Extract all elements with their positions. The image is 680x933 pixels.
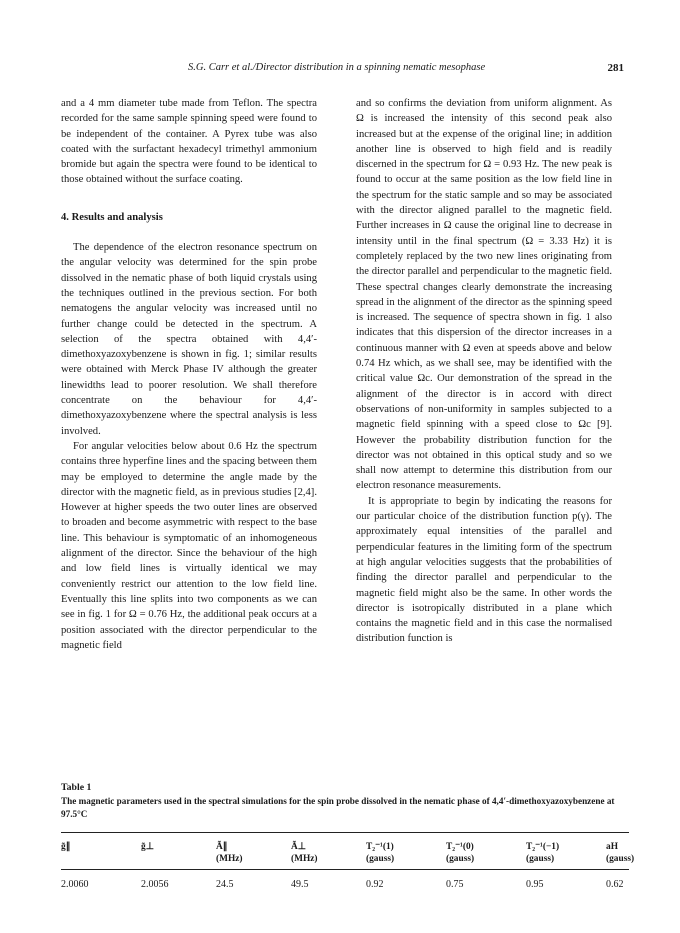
paragraph: It is appropriate to begin by indicating the reasons for our particular choice of the distribution function p(γ). The approximately equal intensities of the parallel and perpendicular features in the limiting form of the spectrum at high angular velocities suggests that the probabilities of finding the director parallel and perpendicular to the magnetic field might also be the same. In other words the director is isotropically distributed in a plane which contains the magnetic field and in this case the normalised distribution function is [356, 495, 612, 645]
table-1 [61, 782, 635, 890]
table-cell: 0.92 [366, 879, 384, 890]
table-caption: The magnetic parameters used in the spectral simulations for the spin probe dissolved in the nematic phase of 4,4′-dimethoxyazoxybenzene at 97.5°C [61, 796, 615, 819]
left-column [61, 96, 317, 653]
table-header-cell: T₂⁻¹(−1) (gauss) [526, 842, 560, 864]
table-cell: 0.62 [606, 879, 624, 890]
right-column [356, 96, 612, 647]
running-head: S.G. Carr et al./Director distribution in a spinning nematic mesophase [188, 62, 486, 73]
section-heading: 4. Results and analysis [61, 211, 163, 223]
table-cell: 2.0056 [141, 879, 169, 890]
table-cell: 0.75 [446, 879, 464, 890]
table-cell: 49.5 [291, 879, 309, 890]
table-header-cell: g̃⊥ [141, 842, 154, 852]
paragraph: For angular velocities below about 0.6 Hz the spectrum contains three hyperfine lines and the spacing between them may be employed to determine the angle made by the director with the magnetic field, as in previous studies [2,4]. However at higher speeds the two outer lines are observed to broaden and become asymmetric with respect to the base line. This behaviour is symptomatic of an inhomogeneous alignment of the director. Since the behaviour of the high and low field lines is virtually identical we may conveniently restrict our attention to the low field line. Eventually this line splits into two components as we can see in fig. 1 for Ω = 0.76 Hz, the additional peak occurs at a position associated with the director perpendicular to the magnetic field [61, 440, 317, 651]
table-cell: 2.0060 [61, 879, 89, 890]
table-cell: 0.95 [526, 879, 544, 890]
table-row [61, 870, 629, 890]
running-header [58, 62, 624, 78]
table-header-cell: T₂⁻¹(1) (gauss) [366, 842, 395, 864]
page-number: 281 [607, 62, 624, 74]
table-header-cell: Ã∥ (MHz) [216, 842, 243, 864]
paragraph: The dependence of the electron resonance spectrum on the angular velocity was determined for the spin probe dissolved in the nematic phase of both liquid crystals using the techniques outlined in the previous section. For both nematogens the angular velocity was increased until no further change could be detected in the spectrum. A selection of the spectra obtained with 4,4′-dimethoxyazoxybenzene is shown in fig. 1; similar results were obtained with Merck Phase IV although the greater linewidths lead to poorer resolution. We shall therefore concentrate on the behaviour for 4,4′-dimethoxyazoxybenzene where the spectral analysis is less involved. [61, 242, 317, 437]
paragraph: and so confirms the deviation from uniform alignment. As Ω is increased the intensity of this second peak also increased but at the expense of the original line; in addition another line is observed to high field and is readily discerned in the spectrum for Ω = 0.93 Hz. The new peak is found to occur at the same position as the low field line in the spectrum for the static sample and so may be associated with the director aligned parallel to the magnetic field. Further increases in Ω cause the original line to decrease in intensity until in the final spectrum (Ω = 3.33 Hz) it is completely replaced by the two new lines originating from the director parallel and perpendicular to the magnetic field. These spectral changes clearly demonstrate the increasing spread in the alignment of the director as the spinning speed is increased. The sequence of spectra shown in fig. 1 also indicates that this dispersion of the director increases in a continuous manner with Ω even at speeds above and below 0.74 Hz which, as we shall see, may be identified with the critical value Ωc. Our demonstration of the spread in the alignment of the director is in accord with direct observations of non-uniformity in samples subjected to a magnetic field spinning with a speed close to Ωc [9]. However the probability distribution function for the director was not obtained in this optical study and so we shall now attempt to determine this distribution from our electron resonance measurements. [356, 98, 612, 492]
table-header-cell: Ã⊥ (MHz) [291, 842, 318, 864]
table-header-cell: T₂⁻¹(0) (gauss) [446, 842, 475, 864]
table-label: Table 1 [61, 782, 92, 793]
paragraph: and a 4 mm diameter tube made from Teflon. The spectra recorded for the same sample spinning speed were found to be independent of the container. A Pyrex tube was also coated with the surfactant hexadecyl trimethyl ammonium bromide but again the spectra were found to be identical to those obtained without the surface coating. [61, 98, 317, 186]
table-header-cell: aH (gauss) [606, 842, 635, 864]
table-header-row [61, 833, 635, 869]
table-header-cell: g̃∥ [61, 842, 71, 852]
table-cell: 24.5 [216, 879, 234, 890]
